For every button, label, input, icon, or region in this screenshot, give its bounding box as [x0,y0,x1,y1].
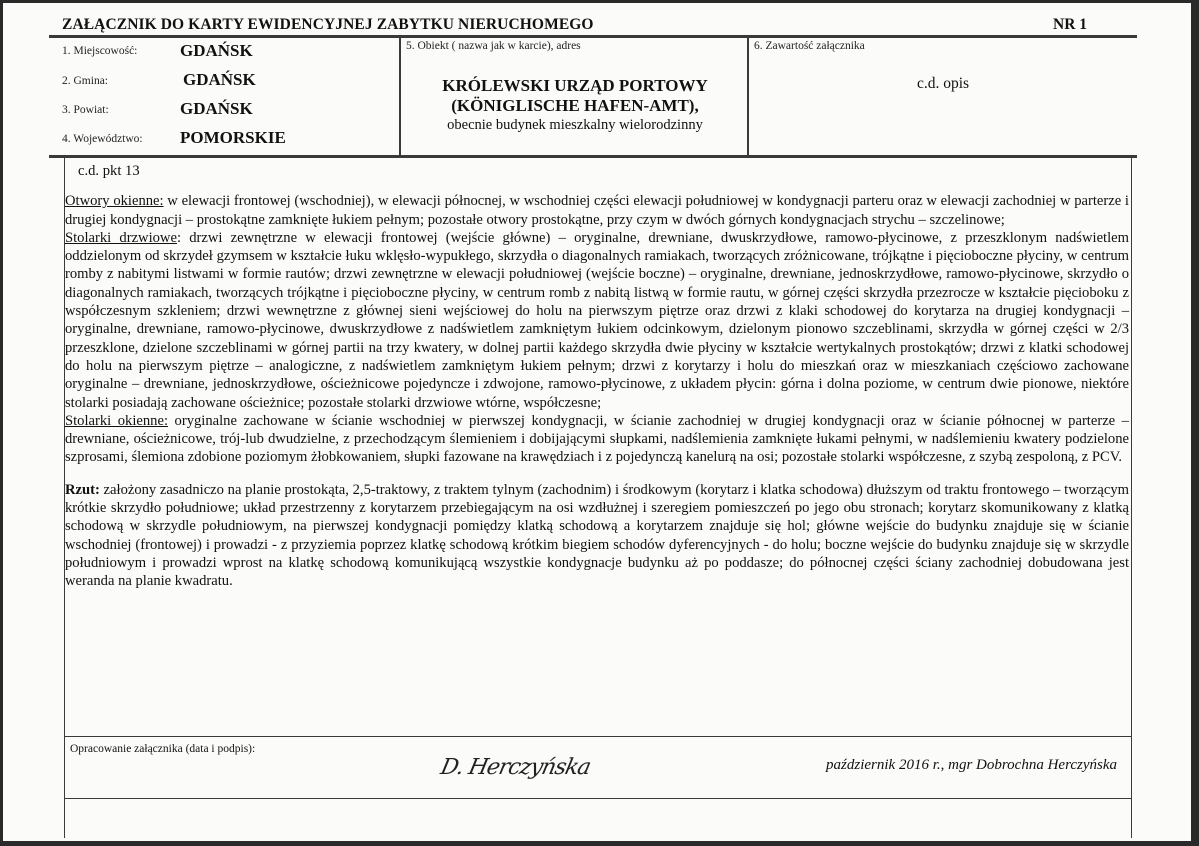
field-label-powiat: 3. Powiat: [62,104,109,116]
document-title: ZAŁĄCZNIK DO KARTY EWIDENCYJNEJ ZABYTKU NIERUCHOMEGO [62,16,594,33]
footer-divider [64,736,1132,737]
field-value-powiat: GDAŃSK [180,99,253,118]
continuation-label: c.d. pkt 13 [78,163,140,179]
object-name-line1: KRÓLEWSKI URZĄD PORTOWY [442,76,708,95]
section-text: : drzwi zewnętrzne w elewacji frontowej (wejście główne) – oryginalne, drewniane, dwuskrzydłowe, ramowo-płycinowe, z przeszklonym nadświetlem oddzielonym od skrzydeł gzymsem w kształcie łuku wklęsło-wypukłego, skrzydła o diagonalnych ramiakach, tworzących zróżnicowane, trójkątne i pięcioboczne płyciny, w centrum romby z nabitymi listwami w formie rautów; drzwi zewnętrzne w elewacji południowej (wejście boczne) – oryginalne, drewniane, jednoskrzydłowe, ramowo-płycinowe, skrzydło o diagonalnych ramiakach, tworzących trójkątne i pięcioboczne płyciny, w centrum romb z nabitą listwą w formie rautu, w górnej części skrzydła przezrocze w kształcie pięcioboku z współczesnym szkleniem; drzwi wewnętrzne z głównej sieni wejściowej do holu na pierwszym piętrze oraz drzwi z klaki schodowej do korytarza na drugiej kondygnacji – oryginalne, drewniane, ramowo-płycinowe, dwuskrzydłowe z nadświetlem zamkniętym łukiem odcinkowym, dzielonym pionowo szczeblinami, skrzydła w górnej części w 2/3 przeszklone, dzielone szczeblinami w górnej partii na trzy kwatery, w dolnej partii każdego skrzydła dwie płyciny w kształcie wertykalnych prostokątów; drzwi z klatki schodowej do holu na pierwszym piętrze – analogiczne, z nadświetlem zamkniętym łukiem pełnym; drzwi z korytarzy i holu do mieszkań oraz w mieszkaniach częściowo zachowane oryginalne – drewniane, jednoskrzydłowe, ościeżnicowe pojedyncze i zdwojone, ramowo-płycinowe, z układem płycin: górna i dolna poziome, w centrum dwie pionowe, niektóre stolarki posiadają zachowane ościeżnice; pozostałe stolarki drzwiowe wtórne, współczesne; [65,229,1129,411]
footer-bottom-rule [64,798,1132,799]
field-label-miejscowosc: 1. Miejscowość: [62,45,138,57]
prepared-by-label: Opracowanie załącznika (data i podpis): [70,743,256,755]
description-body [65,162,1129,591]
section-text: oryginalne zachowane w ścianie wschodniej w pierwszej kondygnacji, w ścianie zachodniej w drugiej kondygnacji oraz w ścianie północnej w parterze – drewniane, ościeżnicowe, trój-lub dwudzielne, z przechodzącym ślemieniem i dobijającymi słupkami, nadślemienia zamknięte łukami pełnymi, w nadślemieniu kwatery podzielone szprosami, ślemiona zdobione poziomym żłobkowaniem, słupki fazowane na krawędziach i z pojedynczą kanelurą na osi; pozostałe stolarki współczesne, z szybą zespoloną, z PCV. [65,412,1129,466]
field-value-wojewodztwo: POMORSKIE [180,128,286,147]
object-current-use: obecnie budynek mieszkalny wielorodzinny [447,117,703,133]
field-label-gmina: 2. Gmina: [62,75,108,87]
document-page [3,3,1191,841]
header-top-rule [49,35,1137,38]
section-text: założony zasadniczo na planie prostokąta, 2,5-traktowy, z traktem tylnym (zachodnim) i środkowym (korytarz i klatka schodowa) dłuższym od traktu frontowego – tworzącym krótkie skrzydło południowe; układ przestrzenny z korytarzem przebiegającym na osi wzdłużnej i szeregiem pomieszczeń po jego obu stronach; korytarz skomunikowany z klatką schodową w skrzydle południowym, na pierwszej kondygnacji pomiędzy klatką schodową a korytarzem znajduje się hol; główne wejście do budynku znajduje się w ścianie wschodniej (frontowej) i prowadzi - z przyziemia poprzez klatkę schodową krótkim biegiem schodów dyferencyjnych - do holu; boczne wejście do budynku znajduje się w skrzydle południowym i prowadzi wprost na klatkę schodową komunikującą wszystkie kondygnacje budynku aż po poddasze; do północnej części ściany zachodniej dobudowana jest weranda na planie kwadratu. [65,481,1129,590]
section-heading: Otwory okienne: [65,193,164,210]
header-bottom-rule [49,155,1137,158]
date-and-author: październik 2016 r., mgr Dobrochna Herczyńska [826,757,1117,773]
field-value-gmina: GDAŃSK [183,70,256,89]
section-heading: Stolarki drzwiowe [65,229,177,246]
section-text: w elewacji frontowej (wschodniej), w elewacji północnej, w wschodniej części elewacji południowej w kondygnacji parteru oraz w elewacji zachodniej w parterze i drugiej kondygnacji – prostokątne zamknięte łukiem pełnym; pozostałe otwory prostokątne, przy czym w dwóch górnych kondygnacjach strychu – szczelinowe; [65,193,1129,228]
section-heading: Rzut: [65,481,100,498]
object-name-line2: (KÖNIGLISCHE HAFEN-AMT), [451,96,699,115]
object-name-block [401,76,749,134]
signature: D. Herczyńska [438,755,593,780]
field-value-miejscowosc: GDAŃSK [180,41,253,60]
object-label: 5. Obiekt ( nazwa jak w karcie), adres [406,40,581,52]
attachment-number: NR 1 [1053,16,1088,33]
field-label-wojewodztwo: 4. Województwo: [62,133,143,145]
section-heading: Stolarki okienne: [65,412,168,429]
spacer [65,467,1129,481]
section-stolarki-drzwiowe [65,229,1129,412]
section-otwory-okienne [65,192,1129,229]
section-rzut [65,481,1129,591]
section-stolarki-okienne [65,412,1129,467]
contents-value: c.d. opis [916,75,970,92]
contents-label: 6. Zawartość załącznika [754,40,865,52]
